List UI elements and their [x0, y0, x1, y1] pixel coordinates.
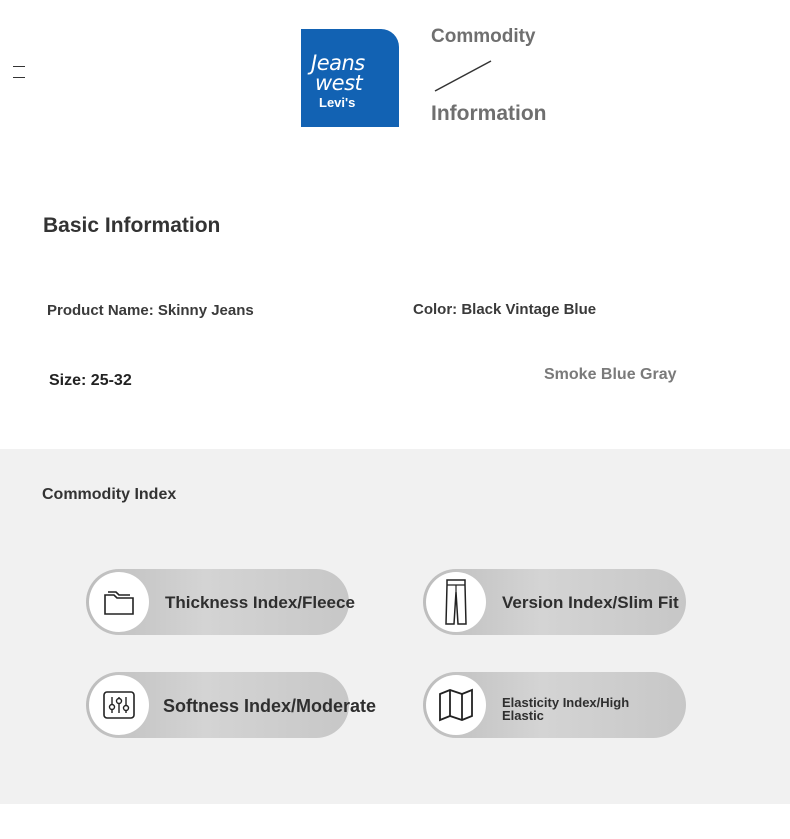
product-color-extra: Smoke Blue Gray: [544, 366, 677, 383]
product-color: Color: Black Vintage Blue: [413, 301, 597, 318]
index-pill-version: [423, 569, 686, 635]
index-label-version: Version Index/Slim Fit: [502, 593, 679, 612]
index-pill-elasticity: [423, 672, 686, 738]
heading-information: Information: [431, 102, 547, 125]
map-icon: [438, 688, 474, 722]
product-name: Product Name: Skinny Jeans: [47, 302, 254, 319]
folder-icon: [102, 587, 136, 617]
sliders-icon: [102, 690, 136, 720]
index-label-elasticity: Elasticity Index/High Elastic: [502, 695, 630, 723]
heading-commodity: Commodity: [431, 26, 536, 47]
jeans-icon: [444, 578, 468, 626]
menu-icon[interactable]: [13, 66, 25, 78]
commodity-index-title: Commodity Index: [42, 486, 177, 503]
brand-logo: Jeans west Levi's: [301, 29, 399, 127]
basic-information-title: Basic Information: [43, 214, 221, 237]
index-pill-thickness: [86, 569, 355, 635]
index-label-thickness: Thickness Index/Fleece: [165, 593, 355, 612]
commodity-index-section: [0, 449, 790, 804]
decorative-slash: [433, 58, 493, 94]
index-label-softness: Softness Index/Moderate: [163, 696, 377, 716]
index-pill-softness: [86, 672, 377, 738]
product-size: Size: 25-32: [49, 372, 132, 389]
